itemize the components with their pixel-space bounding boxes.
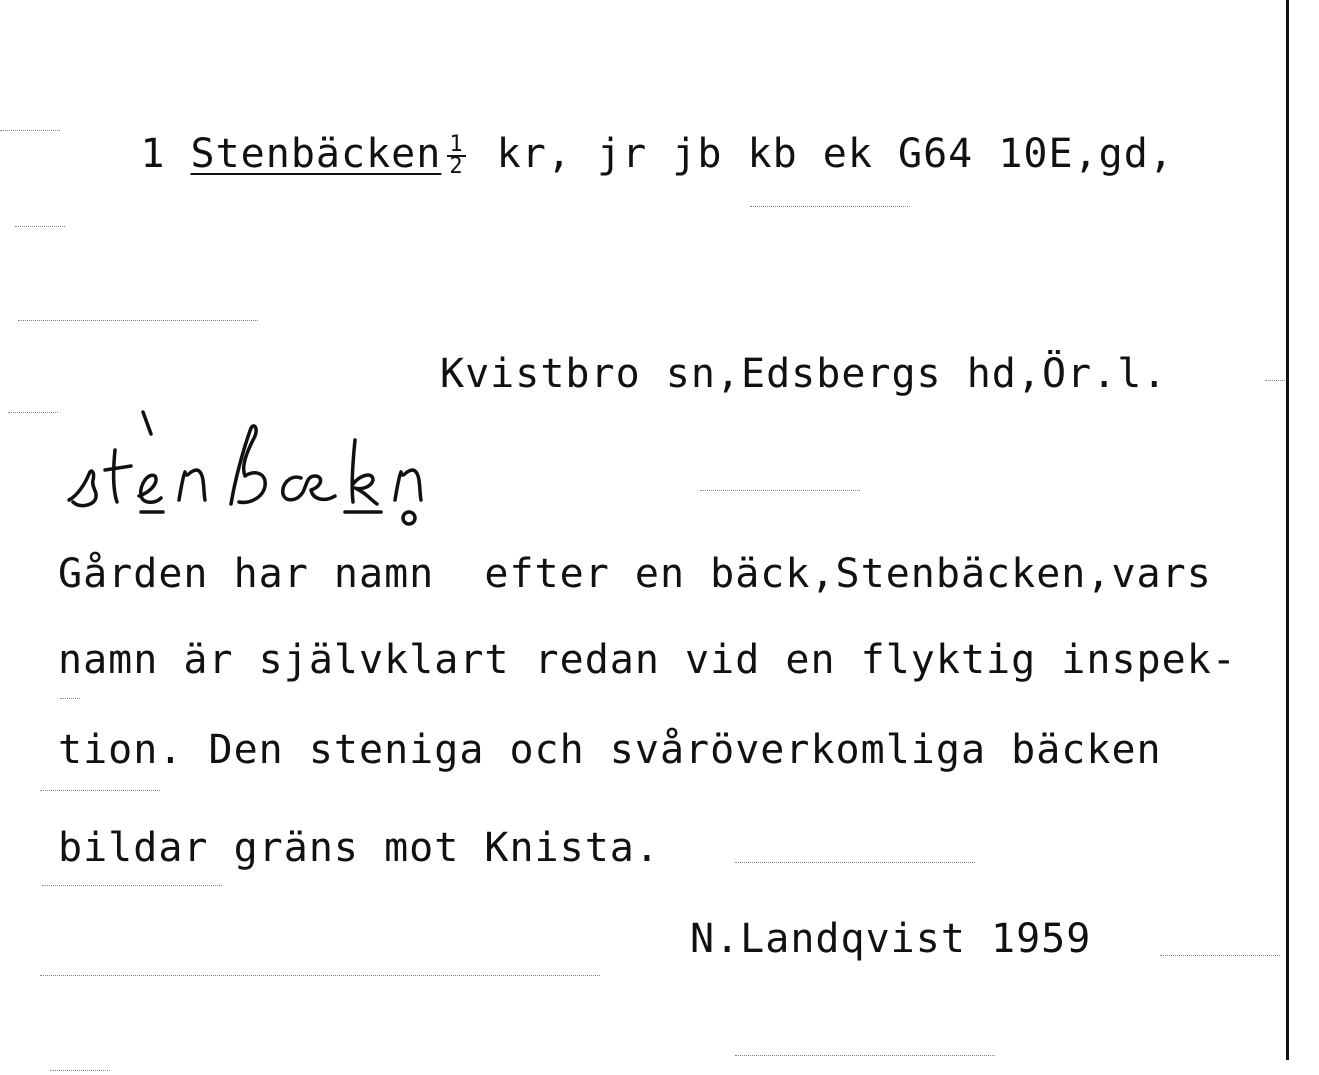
guide-line: [8, 412, 58, 413]
guide-line: [700, 490, 860, 491]
location-line: Kvistbro sn,Edsbergs hd,Ör.l.: [440, 351, 1168, 397]
body-line-1: Gården har namn efter en bäck,Stenbäcken,vars: [58, 551, 1212, 597]
guide-line: [15, 226, 65, 227]
guide-line: [42, 885, 222, 886]
header-codes: kr, jr jb kb ek G64 10E,gd,: [471, 131, 1174, 177]
body-line-2: namn är självklart redan vid en flyktig inspek-: [58, 637, 1237, 683]
fraction-numerator: 1: [449, 132, 464, 157]
guide-line: [735, 1055, 995, 1056]
guide-line: [50, 1070, 110, 1071]
signature: N.Landqvist 1959: [690, 916, 1092, 962]
guide-line: [18, 320, 258, 321]
handwritten-pronunciation: [55, 400, 555, 540]
guide-line: [735, 862, 975, 863]
guide-line: [1160, 955, 1280, 956]
header-line: [40, 82, 1174, 226]
place-name: Stenbäcken: [190, 131, 442, 177]
body-line-4: bildar gräns mot Knista.: [58, 825, 660, 871]
guide-line: [40, 975, 600, 976]
guide-line: [1265, 380, 1285, 381]
guide-line: [60, 698, 80, 699]
fraction: [447, 132, 465, 179]
body-line-3: tion. Den steniga och svåröverkomliga bäcken: [58, 727, 1162, 773]
guide-line: [40, 790, 160, 791]
entry-number: 1: [140, 131, 166, 177]
fraction-denominator: 2: [449, 154, 464, 179]
card-right-edge: [1286, 0, 1289, 1060]
